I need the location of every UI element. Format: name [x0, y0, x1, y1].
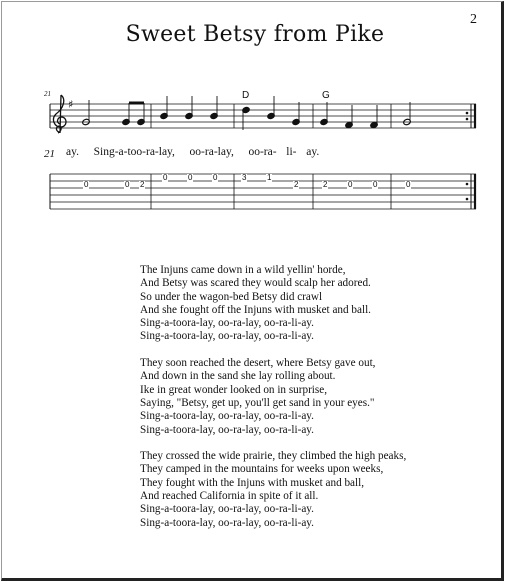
- verse-line: Ike in great wonder looked on in surprise,: [140, 383, 328, 396]
- tab-fret-number: 0: [213, 173, 218, 182]
- notes: [82, 96, 411, 130]
- chord-symbol: G: [322, 90, 330, 101]
- verse-line: Sing-a-toora-lay, oo-ra-lay, oo-ra-li-ay.: [140, 330, 314, 343]
- verse-stanza: [140, 264, 470, 344]
- verse-line: And she fought off the Injuns with musket and ball.: [140, 303, 371, 316]
- tab-fret-number: 0: [84, 180, 89, 189]
- tab-fret-number: 0: [188, 173, 193, 182]
- verse-line: And Betsy was scared they would scalp her adored.: [140, 277, 371, 290]
- verse-line: The Injuns came down in a wild yellin' horde,: [140, 264, 346, 276]
- tab-barlines: [50, 174, 475, 209]
- page-number: 2: [470, 12, 477, 27]
- repeat-dots-tab: [466, 183, 469, 201]
- tab-fret-number: 0: [373, 180, 378, 189]
- tab-staff: [50, 174, 476, 209]
- verse-stanza: [140, 450, 470, 530]
- verse-line: They crossed the wide prairie, they climbed the high peaks,: [140, 450, 407, 463]
- measure-number-lyrics: 21: [44, 148, 55, 160]
- verse-line: Saying, "Betsy, get up, you'll get sand in your eyes.": [140, 396, 375, 409]
- verse-line: Sing-a-toora-lay, oo-ra-lay, oo-ra-li-ay.: [140, 410, 314, 423]
- verse-line: They fought with the Injuns with musket and ball,: [140, 476, 365, 489]
- tab-fret-number: 2: [140, 180, 145, 189]
- measure-number-staff: 21: [44, 90, 51, 98]
- verse-line: They camped in the mountains for weeks upon weeks,: [140, 463, 384, 476]
- verse-line: Sing-a-toora-lay, oo-ra-lay, oo-ra-li-ay.: [140, 423, 314, 436]
- sharp-sign-icon: ♯: [68, 98, 74, 111]
- song-title: Sweet Betsy from Pike: [125, 22, 385, 47]
- verses: [140, 264, 470, 543]
- chord-symbol: D: [242, 90, 250, 101]
- tab-fret-number: 2: [323, 180, 328, 189]
- staff: [50, 104, 476, 128]
- tab-fret-number: 0: [125, 180, 130, 189]
- verse-line: And reached California in spite of it all.: [140, 490, 319, 503]
- tab-fret-number: 0: [163, 173, 168, 182]
- verse-line: Sing-a-toora-lay, oo-ra-lay, oo-ra-li-ay.: [140, 317, 314, 330]
- verse-line: So under the wagon-bed Betsy did crawl: [140, 290, 323, 303]
- tab-fret-number: 0: [348, 180, 353, 189]
- verse-stanza: [140, 357, 470, 437]
- tab-fret-number: 3: [242, 173, 247, 182]
- tab-fret-number: 2: [294, 180, 299, 189]
- tab-fret-number: 1: [267, 173, 272, 182]
- verse-line: They soon reached the desert, where Betsy gave out,: [140, 357, 376, 370]
- lyrics-line: ay. Sing-a-too-ra-lay, oo-ra-lay, oo-ra- li- ay.: [66, 146, 320, 158]
- treble-clef-icon: [54, 95, 67, 133]
- verse-line: And down in the sand she lay rolling about.: [140, 370, 336, 383]
- verse-line: Sing-a-toora-lay, oo-ra-lay, oo-ra-li-ay.: [140, 503, 314, 516]
- tab-fret-number: 0: [406, 180, 411, 189]
- verse-line: Sing-a-toora-lay, oo-ra-lay, oo-ra-li-ay.: [140, 516, 314, 529]
